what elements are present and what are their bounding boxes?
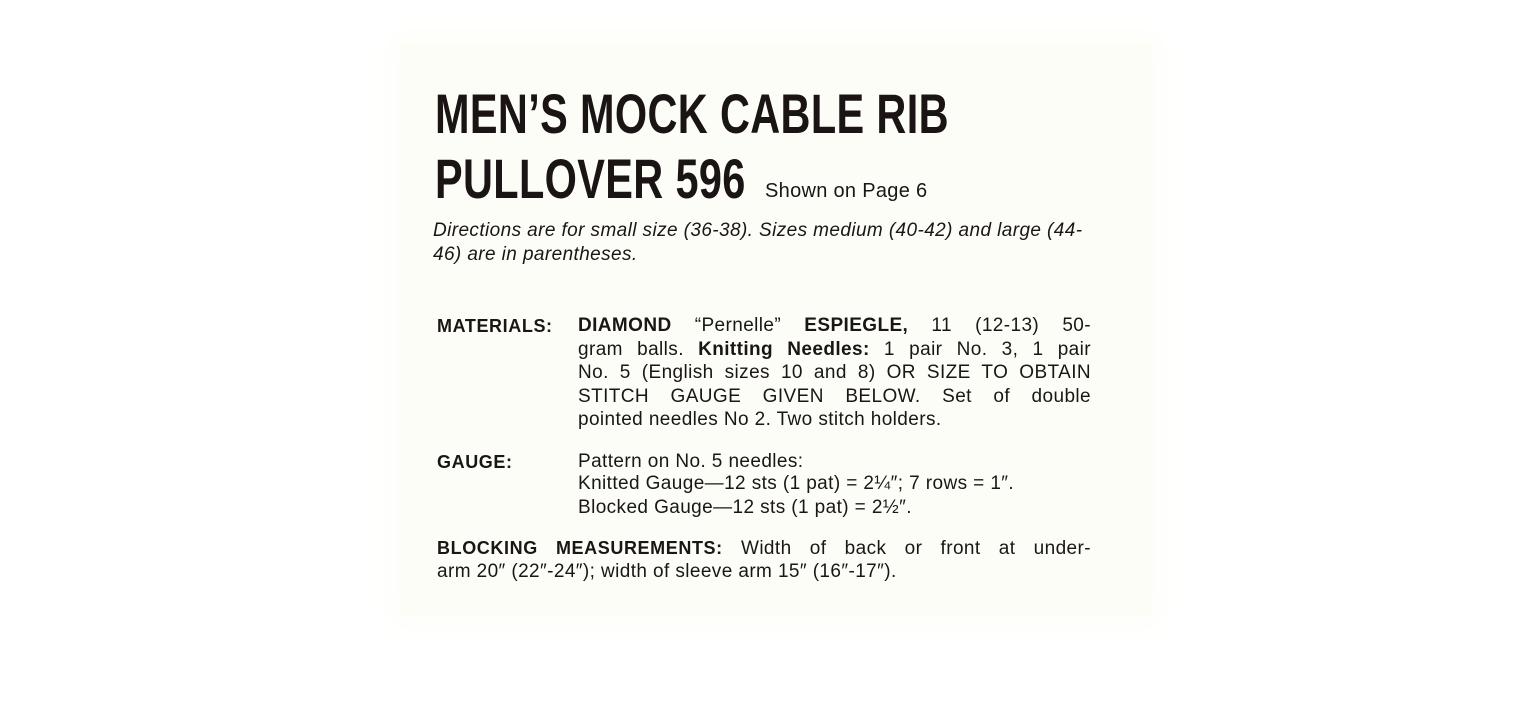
materials-line-4: STITCH GAUGE GIVEN BELOW. Set of double — [578, 386, 1091, 407]
size-directions: Directions are for small size (36-38). Sizes medium (40-42) and large (44-46) are in parentheses. — [433, 220, 1083, 265]
gauge-line-2: Knitted Gauge—12 sts (1 pat) = 2¼″; 7 rows = 1″. — [578, 473, 1015, 494]
yarn-type: ESPIEGLE, — [804, 315, 909, 336]
gauge-label: GAUGE: — [437, 452, 513, 472]
materials-line-2 — [578, 338, 1091, 362]
materials-line-2-text: gram balls. — [578, 339, 699, 360]
knitting-needles-text: 1 pair No. 3, 1 pair — [869, 339, 1091, 360]
yarn-brand: DIAMOND — [578, 315, 672, 336]
pattern-title-line-2: PULLOVER 596 — [435, 147, 746, 210]
pattern-title-line-1: MEN’S MOCK CABLE RIB — [435, 82, 949, 145]
materials-line-3: No. 5 (English sizes 10 and 8) OR SIZE TO OBTAIN — [578, 362, 1091, 383]
shown-on-page-note: Shown on Page 6 — [765, 180, 928, 202]
yarn-amount: 11 (12-13) 50- — [908, 315, 1091, 336]
materials-line-1 — [578, 314, 1091, 338]
yarn-name: “Pernelle” — [671, 315, 805, 336]
gauge-line-3: Blocked Gauge—12 sts (1 pat) = 2½″. — [578, 497, 912, 518]
blocking-line-1-text: Width of back or front at under- — [722, 538, 1091, 559]
gauge-line-1: Pattern on No. 5 needles: — [578, 451, 804, 472]
blocking-line-2: arm 20″ (22″-24″); width of sleeve arm 15″ (16″-17″). — [437, 561, 897, 582]
blocking-line-1 — [437, 536, 1091, 561]
knitting-needles-label: Knitting Needles: — [698, 339, 870, 360]
blocking-label: BLOCKING MEASUREMENTS: — [437, 538, 723, 558]
materials-line-5: pointed needles No 2. Two stitch holders. — [578, 409, 942, 430]
materials-label: MATERIALS: — [437, 316, 553, 336]
